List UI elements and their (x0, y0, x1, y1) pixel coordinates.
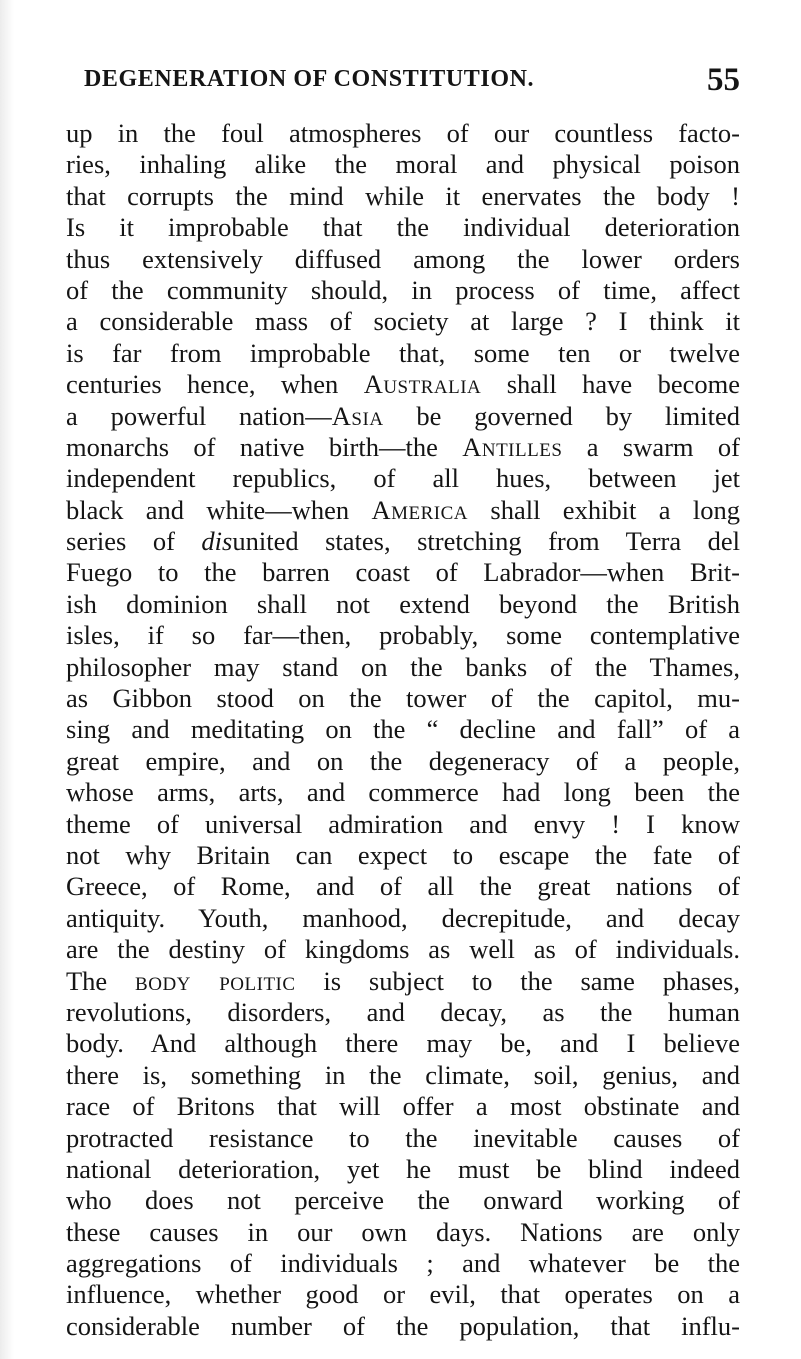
text-line (66, 401, 740, 432)
text-line: of the community should, in process of time, affect (66, 274, 740, 305)
text-line: is far from improbable that, some ten or twelve (66, 337, 740, 368)
body-text (66, 118, 740, 1342)
text-line: antiquity. Youth, manhood, decrepitude, and decay (66, 902, 740, 933)
text-line: there is, something in the climate, soil, genius, and (66, 1059, 740, 1090)
text-line: thus extensively diffused among the lower orders (66, 243, 740, 274)
text-segment: The (66, 965, 136, 996)
text-line: are the destiny of kingdoms as well as of individuals. (66, 934, 740, 965)
text-line: national deterioration, yet he must be blind indeed (66, 1153, 740, 1184)
text-line: Greece, of Rome, and of all the great nations of (66, 871, 740, 902)
text-line: protracted resistance to the inevitable causes of (66, 1122, 740, 1153)
text-line: whose arms, arts, and commerce had long been the (66, 777, 740, 808)
text-segment: shall exhibit a long (468, 494, 740, 525)
text-line (66, 495, 740, 526)
text-segment: centuries hence, when (66, 369, 364, 400)
small-caps-term: Asia (331, 400, 384, 431)
text-line: as Gibbon stood on the tower of the capitol, mu- (66, 683, 740, 714)
page-number: 55 (707, 62, 740, 98)
text-line: Fuego to the barren coast of Labrador—when Brit- (66, 557, 740, 588)
text-line: revolutions, disorders, and decay, as the human (66, 996, 740, 1027)
small-caps-term: body politic (135, 965, 296, 996)
text-line: these causes in our own days. Nations are only (66, 1216, 740, 1247)
text-line (66, 966, 740, 997)
text-line (66, 369, 740, 400)
text-line: not why Britain can expect to escape the fate of (66, 839, 740, 870)
text-line: ish dominion shall not extend beyond the British (66, 588, 740, 619)
text-line: great empire, and on the degeneracy of a people, (66, 745, 740, 776)
running-title: DEGENERATION OF CONSTITUTION. (84, 66, 535, 92)
text-line: race of Britons that will offer a most obstinate and (66, 1091, 740, 1122)
text-line: who does not perceive the onward working of (66, 1185, 740, 1216)
text-segment: be governed by limited (383, 400, 740, 431)
text-line: Is it improbable that the individual deterioration (66, 212, 740, 243)
text-segment: shall have become (481, 369, 740, 400)
text-segment: black and white—when (66, 494, 372, 525)
text-line (66, 432, 740, 463)
text-line (66, 526, 740, 557)
text-segment: united states, stretching from Terra del (232, 526, 741, 557)
italic-prefix: dis (201, 526, 233, 557)
spine-shadow (0, 0, 14, 1359)
text-line: body. And although there may be, and I believe (66, 1028, 740, 1059)
small-caps-term: Australia (363, 369, 482, 400)
running-head (84, 62, 740, 106)
text-line: ries, inhaling alike the moral and physical poison (66, 149, 740, 180)
text-line: that corrupts the mind while it enervates the body ! (66, 180, 740, 211)
text-line: aggregations of individuals ; and whatever be the (66, 1248, 740, 1279)
text-segment: a powerful nation— (66, 400, 332, 431)
text-line: influence, whether good or evil, that operates on a (66, 1279, 740, 1310)
text-segment: is subject to the same phases, (295, 965, 740, 996)
text-line: isles, if so far—then, probably, some contemplative (66, 620, 740, 651)
text-line: philosopher may stand on the banks of the Thames, (66, 651, 740, 682)
text-line: considerable number of the population, that influ- (66, 1310, 740, 1341)
small-caps-term: Antilles (462, 431, 563, 462)
text-line: a considerable mass of society at large ? I think it (66, 306, 740, 337)
text-segment: a swarm of (562, 431, 740, 462)
text-segment: series of (66, 526, 202, 557)
small-caps-term: America (371, 494, 469, 525)
text-line: independent republics, of all hues, between jet (66, 463, 740, 494)
text-line: sing and meditating on the “ decline and fall” of a (66, 714, 740, 745)
text-segment: monarchs of native birth—the (66, 431, 463, 462)
text-line: theme of universal admiration and envy ! I know (66, 808, 740, 839)
text-line: up in the foul atmospheres of our countless facto- (66, 118, 740, 148)
